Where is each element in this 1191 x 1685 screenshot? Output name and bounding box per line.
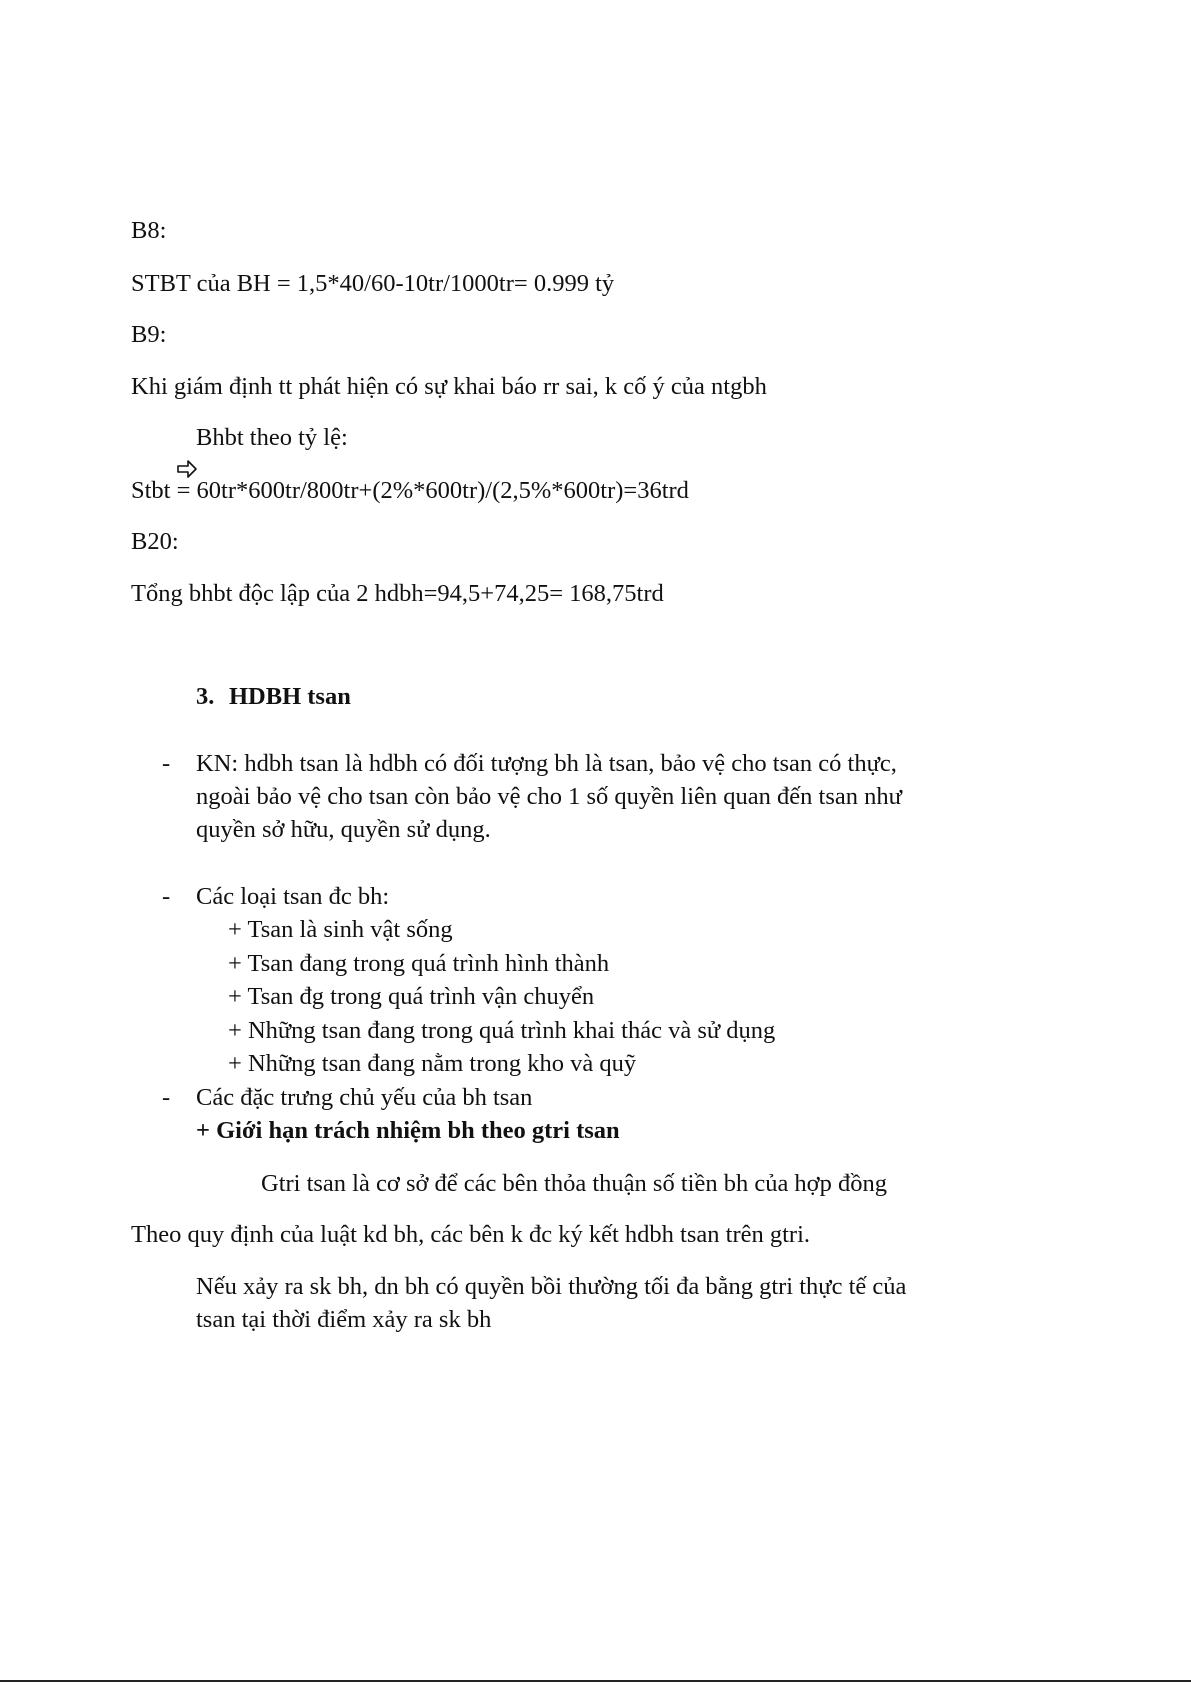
- law-line: Theo quy định của luật kd bh, các bên k đc ký kết hdbh tsan trên gtri.: [131, 1221, 811, 1248]
- list-item: + Tsan đang trong quá trình hình thành: [228, 950, 610, 977]
- section-number: 3.: [196, 683, 215, 710]
- bullet-dash-types: -: [162, 883, 171, 910]
- list-item: + Những tsan đang nằm trong kho và quỹ: [228, 1050, 637, 1077]
- kn-line-1: KN: hdbh tsan là hdbh có đối tượng bh là tsan, bảo vệ cho tsan có thực,: [196, 750, 897, 777]
- b8-heading: B8:: [131, 217, 167, 244]
- claim-line-2: tsan tại thời điểm xảy ra sk bh: [196, 1306, 492, 1333]
- list-item: + Tsan đg trong quá trình vận chuyển: [228, 983, 595, 1010]
- b9-formula: Stbt = 60tr*600tr/800tr+(2%*600tr)/(2,5%*600tr)=36trd: [131, 477, 689, 504]
- section-title: HDBH tsan: [229, 683, 351, 710]
- bullet-dash-kn: -: [162, 750, 171, 777]
- kn-line-2: ngoài bảo vệ cho tsan còn bảo vệ cho 1 số quyền liên quan đến tsan như: [196, 783, 902, 810]
- list-item: + Tsan là sinh vật sống: [228, 916, 453, 943]
- claim-line-1: Nếu xảy ra sk bh, dn bh có quyền bồi thường tối đa bằng gtri thực tế của: [196, 1273, 907, 1300]
- feature-bold: + Giới hạn trách nhiệm bh theo gtri tsan: [196, 1117, 620, 1144]
- b9-text: Khi giám định tt phát hiện có sự khai báo rr sai, k cố ý của ntgbh: [131, 373, 767, 400]
- b8-formula: STBT của BH = 1,5*40/60-10tr/1000tr= 0.999 tỷ: [131, 270, 615, 297]
- b20-heading: B20:: [131, 528, 179, 555]
- b20-text: Tổng bhbt độc lập của 2 hdbh=94,5+74,25= 168,75trd: [131, 580, 664, 607]
- list-item: + Những tsan đang trong quá trình khai thác và sử dụng: [228, 1017, 776, 1044]
- features-heading: Các đặc trưng chủ yếu của bh tsan: [196, 1084, 533, 1111]
- b9-heading: B9:: [131, 321, 167, 348]
- bullet-dash-features: -: [162, 1084, 171, 1111]
- gtri-line: Gtri tsan là cơ sở để các bên thỏa thuận số tiền bh của hợp đồng: [261, 1170, 888, 1197]
- kn-line-3: quyền sở hữu, quyền sử dụng.: [196, 816, 491, 843]
- footer-rule: [0, 1680, 1191, 1682]
- b9-arrow-text: Bhbt theo tỷ lệ:: [196, 424, 348, 451]
- types-heading: Các loại tsan đc bh:: [196, 883, 390, 910]
